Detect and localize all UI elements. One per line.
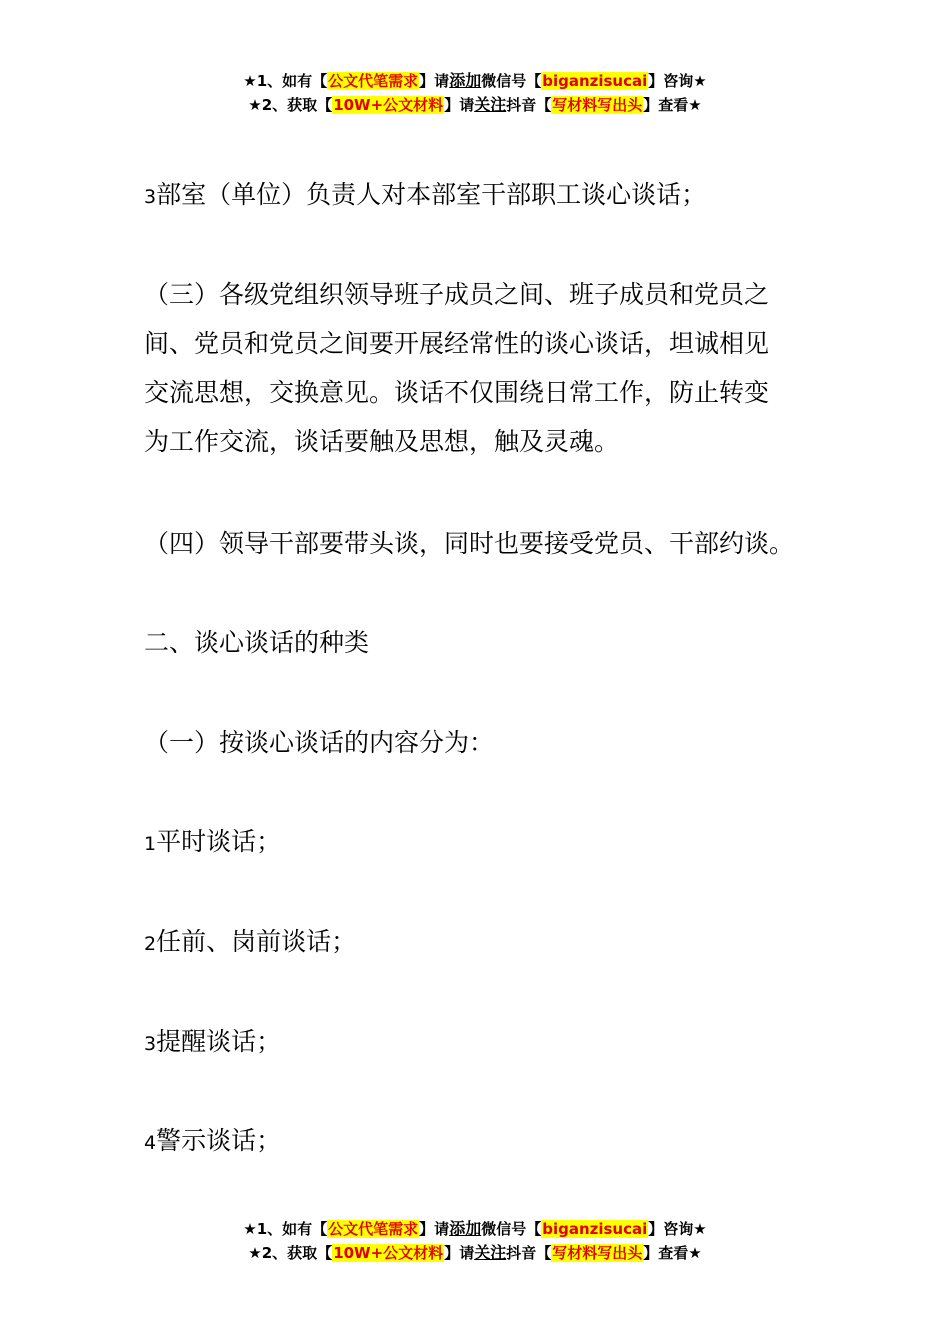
banner-text: 微信号【 bbox=[481, 1220, 542, 1238]
banner-line-1 bbox=[0, 69, 950, 93]
item-text: 提醒谈话； bbox=[156, 1027, 282, 1056]
banner-line-2 bbox=[0, 93, 950, 117]
banner-text: 】咨询★ bbox=[648, 72, 707, 90]
banner-text: ★2、获取【 bbox=[248, 96, 333, 114]
section-heading: 二、谈心谈话的种类 bbox=[144, 628, 370, 657]
banner-text: ★2、获取【 bbox=[248, 1244, 333, 1262]
banner-text: 抖音【 bbox=[506, 96, 552, 114]
banner-text: 】请 bbox=[444, 96, 475, 114]
paragraph-department-heads bbox=[144, 170, 814, 222]
banner-line-1 bbox=[0, 1217, 950, 1241]
footer-banner bbox=[0, 1217, 950, 1265]
banner-text: 】请 bbox=[444, 1244, 475, 1262]
highlight-service: 公文代笔需求 bbox=[328, 1220, 419, 1238]
banner-line-2 bbox=[0, 1241, 950, 1265]
list-item bbox=[144, 1017, 814, 1069]
highlight-douyin-account: 写材料写出头 bbox=[552, 1244, 643, 1262]
item-number: 4 bbox=[144, 1132, 157, 1154]
item-text: 任前、岗前谈话； bbox=[156, 927, 357, 956]
banner-text: 抖音【 bbox=[506, 1244, 552, 1262]
emphasis-text: 添加 bbox=[449, 1219, 482, 1238]
banner-text: 微信号【 bbox=[481, 72, 542, 90]
paragraph-section-four: （四）领导干部要带头谈，同时也要接受党员、干部约谈。 bbox=[144, 529, 795, 558]
banner-text: 】查看★ bbox=[643, 1244, 702, 1262]
highlight-douyin-account: 写材料写出头 bbox=[552, 96, 643, 114]
paragraph-line: 为工作交流，谈话要触及思想，触及灵魂。 bbox=[144, 427, 620, 456]
item-text: 警示谈话； bbox=[156, 1126, 282, 1155]
list-item bbox=[144, 1116, 814, 1168]
subsection-heading: （一）按谈心谈话的内容分为： bbox=[144, 728, 495, 757]
highlight-materials: 10W+公文材料 bbox=[333, 96, 444, 114]
paragraph-text: 部室（单位）负责人对本部室干部职工谈心谈话； bbox=[156, 180, 707, 209]
paragraph-line: 间、党员和党员之间要开展经常性的谈心谈话，坦诚相见 bbox=[144, 329, 770, 358]
banner-text: 】请 bbox=[419, 1220, 450, 1238]
item-text: 平时谈话； bbox=[156, 827, 282, 856]
paragraph-line: 交流思想，交换意见。谈话不仅围绕日常工作，防止转变 bbox=[144, 378, 770, 407]
paragraph-section-three bbox=[144, 270, 814, 466]
highlight-materials: 10W+公文材料 bbox=[333, 1244, 444, 1262]
banner-text: 】请 bbox=[419, 72, 450, 90]
banner-text: 】咨询★ bbox=[648, 1220, 707, 1238]
banner-text: ★1、如有【 bbox=[243, 72, 328, 90]
header-banner bbox=[0, 69, 950, 117]
item-number: 2 bbox=[144, 933, 157, 955]
item-number: 3 bbox=[144, 1033, 157, 1055]
highlight-service: 公文代笔需求 bbox=[328, 72, 419, 90]
highlight-wechat-id: biganzisucai bbox=[542, 72, 648, 90]
item-number: 3 bbox=[144, 186, 157, 208]
highlight-wechat-id: biganzisucai bbox=[542, 1220, 648, 1238]
banner-text: 】查看★ bbox=[643, 96, 702, 114]
paragraph-line: （三）各级党组织领导班子成员之间、班子成员和党员之 bbox=[144, 280, 770, 309]
list-item bbox=[144, 917, 814, 969]
banner-text: ★1、如有【 bbox=[243, 1220, 328, 1238]
emphasis-text: 关注 bbox=[474, 95, 507, 114]
item-number: 1 bbox=[144, 833, 157, 855]
emphasis-text: 添加 bbox=[449, 71, 482, 90]
emphasis-text: 关注 bbox=[474, 1243, 507, 1262]
list-item bbox=[144, 817, 814, 869]
